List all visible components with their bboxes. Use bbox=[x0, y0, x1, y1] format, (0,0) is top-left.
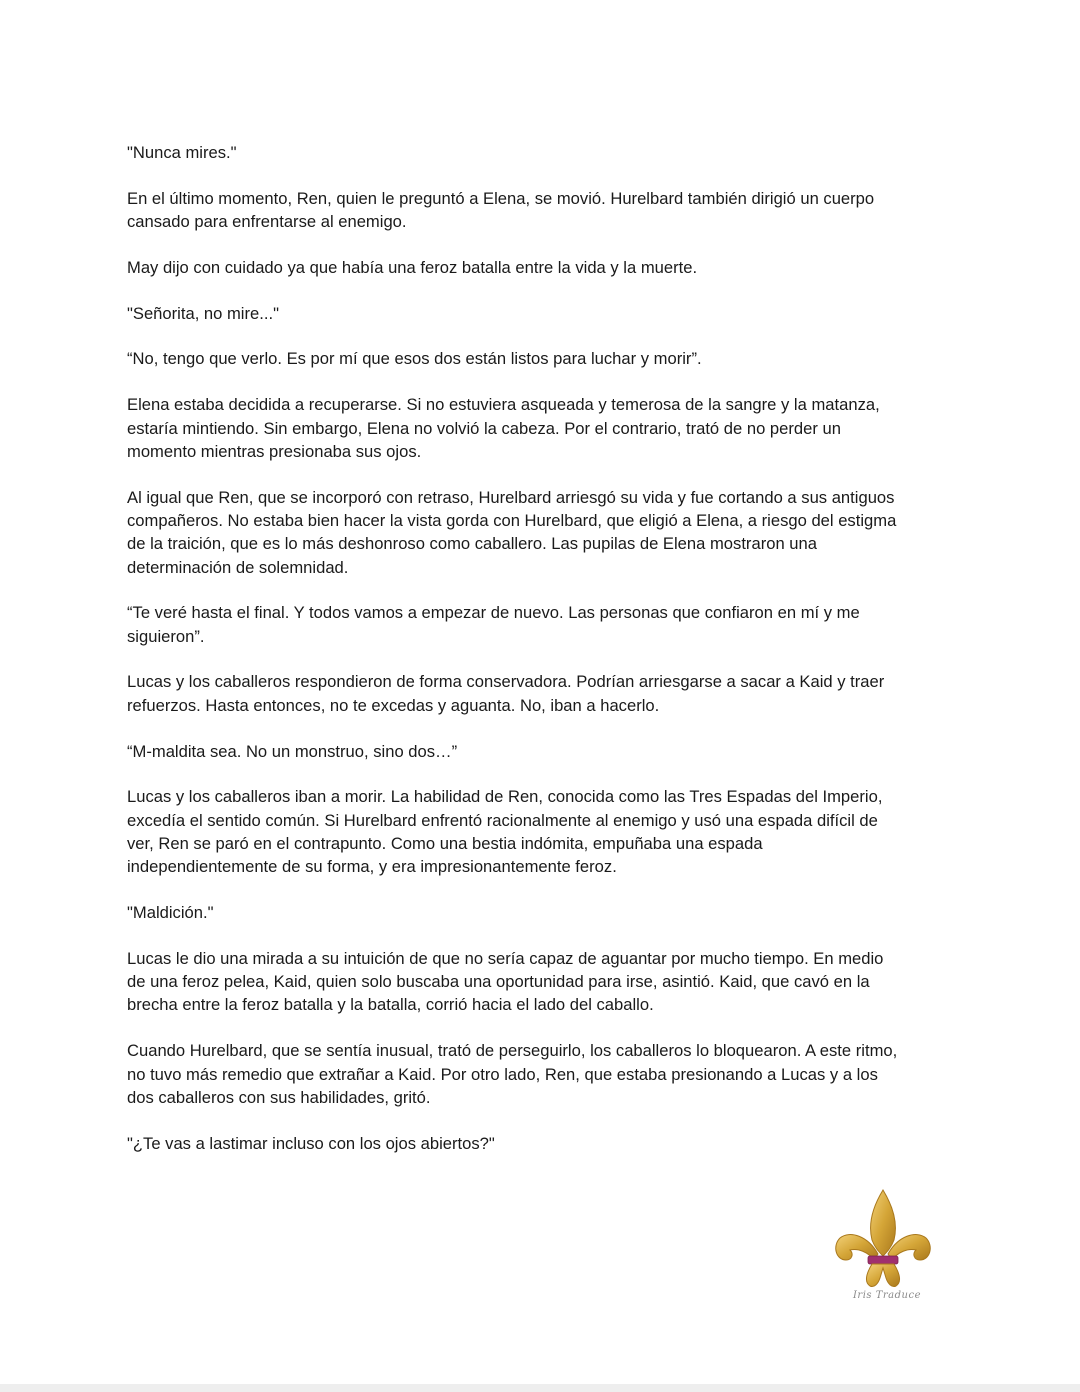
paragraph: "¿Te vas a lastimar incluso con los ojos abiertos?" bbox=[127, 1133, 495, 1153]
paragraph: "Señorita, no mire..." bbox=[127, 303, 279, 323]
paragraph: "Maldición." bbox=[127, 903, 214, 923]
paragraph: “No, tengo que verlo. Es por mí que esos dos están listos para luchar y morir”. bbox=[127, 349, 702, 369]
paragraph: En el último momento, Ren, quien le preguntó a Elena, se movió. Hurelbard también dirigió un cuerpo cansado para enfrentarse al enemigo. bbox=[127, 188, 875, 232]
signature-text: Iris Traduce bbox=[852, 1290, 921, 1301]
document-body bbox=[127, 141, 957, 1177]
paragraph: Al igual que Ren, que se incorporó con retraso, Hurelbard arriesgó su vida y fue cortando a sus antiguos compañeros. No estaba bien hacer la vista gorda con Hurelbard, que eligió a Elena, a riesgo del estigma de la traición, que es lo más deshonroso como caballero. Las pupilas de Elena mostraron una determinación de solemnidad. bbox=[127, 487, 897, 577]
paragraph: Lucas y los caballeros respondieron de forma conservadora. Podrían arriesgarse a sacar a Kaid y traer refuerzos. Hasta entonces, no te excedas y aguanta. No, iban a hacerlo. bbox=[127, 672, 885, 715]
paragraph: Lucas y los caballeros iban a morir. La habilidad de Ren, conocida como las Tres Espadas del Imperio, excedía el sentido común. Si Hurelbard enfrentó racionalmente al enemigo y usó una espada difícil de ver, Ren se paró en el contrapunto. Como una bestia indómita, empuñaba una espada independientemente de su forma, y era impresionantemente feroz. bbox=[127, 787, 883, 877]
paragraph: May dijo con cuidado ya que había una feroz batalla entre la vida y la muerte. bbox=[127, 257, 698, 277]
paragraph: Elena estaba decidida a recuperarse. Si no estuviera asqueada y temerosa de la sangre y la matanza, estaría mintiendo. Sin embargo, Elena no volvió la cabeza. Por el contrario, trató de no perder un momento mientras presionaba sus ojos. bbox=[127, 395, 880, 461]
paragraph: Lucas le dio una mirada a su intuición de que no sería capaz de aguantar por mucho tiempo. En medio de una feroz pelea, Kaid, quien solo buscaba una oportunidad para irse, asintió. Kaid, que cavó en la brecha entre la feroz batalla y la batalla, corrió hacia el lado del caballo. bbox=[127, 948, 884, 1015]
paragraph: "Nunca mires." bbox=[127, 143, 237, 162]
page-bottom-edge bbox=[0, 1384, 1080, 1392]
paragraph: Cuando Hurelbard, que se sentía inusual, trató de perseguirlo, los caballeros lo bloquearon. A este ritmo, no tuvo más remedio que extrañar a Kaid. Por otro lado, Ren, que estaba presionando a Lucas y a los dos caballeros con sus habilidades, gritó. bbox=[127, 1041, 898, 1107]
paragraph: “M-maldita sea. No un monstruo, sino dos…” bbox=[127, 741, 458, 761]
paragraph: “Te veré hasta el final. Y todos vamos a empezar de nuevo. Las personas que confiaron en mí y me siguieron”. bbox=[127, 603, 860, 646]
watermark-logo bbox=[828, 1186, 938, 1316]
